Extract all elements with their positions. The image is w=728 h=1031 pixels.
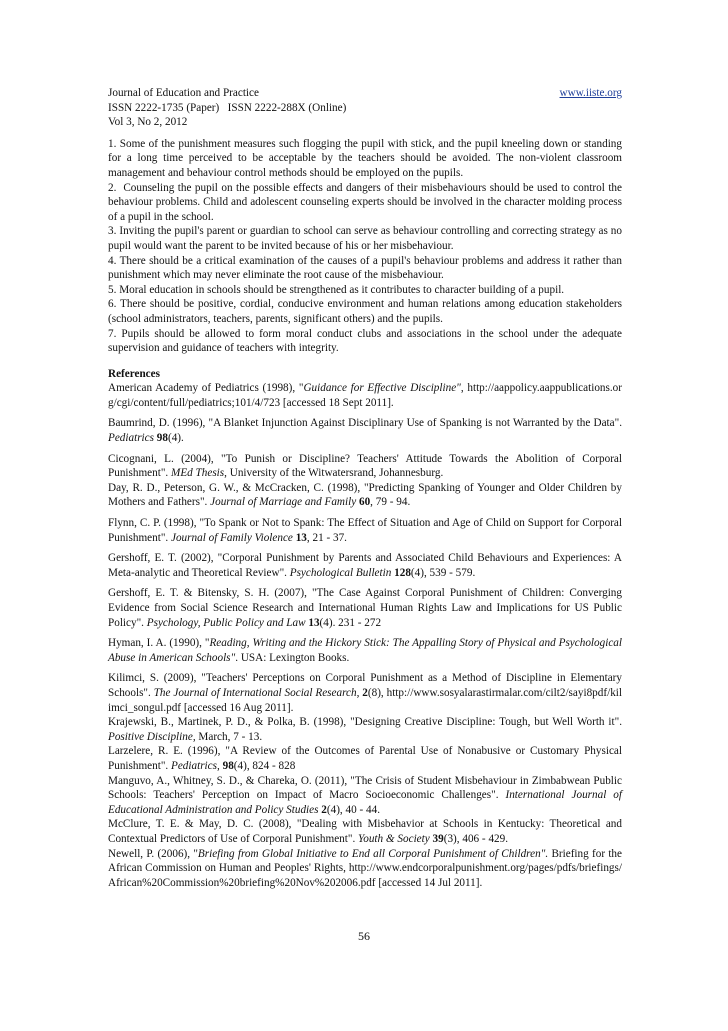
journal-header bbox=[108, 86, 622, 130]
page-number: 56 bbox=[358, 929, 370, 943]
recommendation-item: 5. Moral education in schools should be strengthened as it contributes to character building of a pupil. bbox=[108, 283, 565, 296]
reference-entry: Gershoff, E. T. (2002), "Corporal Punishment by Parents and Associated Child Behaviours and Experiences: A Meta-analytic and Theoretical Review". Psychological Bulletin 128(4), 539 - 579. bbox=[108, 552, 622, 579]
references-heading: References bbox=[108, 367, 160, 380]
journal-issn: ISSN 2222-1735 (Paper) ISSN 2222-288X (Online) bbox=[108, 101, 347, 114]
recommendation-item: 2. Counseling the pupil on the possible effects and dangers of their misbehaviours should be used to control the behaviour problems. Child and adolescent counseling experts should be involved in the character molding process of a pupil in the school. bbox=[108, 181, 625, 223]
references-list bbox=[108, 381, 622, 890]
recommendation-item: 7. Pupils should be allowed to form moral conduct clubs and associations in the school under the adequate supervision and guidance of teachers with integrity. bbox=[108, 327, 622, 355]
recommendation-item: 6. There should be positive, cordial, conducive environment and human relations among education stakeholders (school administrators, teachers, parents, significant others) and the pupils. bbox=[108, 298, 622, 325]
reference-entry: McClure, T. E. & May, D. C. (2008), "Dealing with Misbehavior at Schools in Kentucky: Theoretical and Contextual Predictors of Use of Corporal Punishment". Youth & Society 39(3), 406 - 429. bbox=[108, 818, 622, 845]
reference-entry: Kilimci, S. (2009), "Teachers' Perceptions on Corporal Punishment as a Method of Discipline in Elementary Schools". The Journal of International Social Research, 2(8), http://www.sosyalarastirmalar.com/cilt2/sayi8pdf/kilimci_songul.pdf [accessed 16 Aug 2011]. bbox=[108, 672, 623, 714]
journal-website-link[interactable]: www.iiste.org bbox=[559, 87, 622, 99]
recommendations-list bbox=[108, 137, 625, 356]
reference-entry: Krajewski, B., Martinek, P. D., & Polka, B. (1998), "Designing Creative Discipline: Tough, but Well Worth it". Positive Discipline, March, 7 - 13. bbox=[108, 716, 622, 743]
reference-entry: Larzelere, R. E. (1996), "A Review of the Outcomes of Parental Use of Nonabusive or Customary Physical Punishment". Pediatrics, 98(4), 824 - 828 bbox=[108, 745, 622, 772]
reference-entry: Hyman, I. A. (1990), "Reading, Writing and the Hickory Stick: The Appalling Story of Physical and Psychological Abuse in American Schools". USA: Lexington Books. bbox=[108, 637, 622, 664]
reference-entry: Manguvo, A., Whitney, S. D., & Chareka, O. (2011), "The Crisis of Student Misbehaviour in Zimbabwean Public Schools: Teachers' Perception on Impact of Macro Socioeconomic Challenges". International Journal of Educational Administration and Policy Studies 2(4), 40 - 44. bbox=[108, 774, 623, 816]
journal-title: Journal of Education and Practice bbox=[108, 87, 259, 99]
recommendation-item: 3. Inviting the pupil's parent or guardian to school can serve as behaviour controlling and correcting strategy as no pupil would want the parent to be invited because of his or her misbehaviour. bbox=[108, 225, 622, 252]
recommendation-item: 1. Some of the punishment measures such flogging the pupil with stick, and the pupil kneeling down or standing for a long time perceived to be acceptable by the teachers should be avoided. The non-violent classroom management and behaviour control methods should be employed on the pupils. bbox=[108, 137, 622, 179]
reference-entry: Gershoff, E. T. & Bitensky, S. H. (2007), "The Case Against Corporal Punishment of Children: Converging Evidence from Social Science Research and International Human Rights Law and Implications for US Public Policy". Psychology, Public Policy and Law 13(4). 231 - 272 bbox=[108, 587, 622, 629]
recommendation-item: 4. There should be a critical examination of the causes of a pupil's behaviour problems and address it rather than punishment which may never eliminate the root cause of the misbehaviour. bbox=[108, 254, 622, 282]
reference-entry: Day, R. D., Peterson, G. W., & McCracken, C. (1998), "Predicting Spanking of Younger and Older Children by Mothers and Fathers". Journal of Marriage and Family 60, 79 - 94. bbox=[108, 481, 622, 509]
page-content bbox=[108, 86, 625, 890]
reference-entry: Newell, P. (2006), "Briefing from Global Initiative to End all Corporal Punishment of Children". Briefing for the African Commission on Human and Peoples' Rights, http://www.endcorporalpunishment.org/pages/pdfs/briefings/African%20Commission%20briefing%20Nov%202006.pdf [accessed 14 Jul 2011]. bbox=[108, 847, 622, 889]
reference-entry: American Academy of Pediatrics (1998), "Guidance for Effective Discipline", http://aappolicy.aappublications.org/cgi/content/full/pediatrics;101/4/723 [accessed 18 Sept 2011]. bbox=[108, 382, 622, 409]
reference-entry: Baumrind, D. (1996), "A Blanket Injunction Against Disciplinary Use of Spanking is not Warranted by the Data". Pediatrics 98(4). bbox=[108, 417, 622, 445]
journal-volume: Vol 3, No 2, 2012 bbox=[108, 116, 188, 129]
reference-entry: Flynn, C. P. (1998), "To Spank or Not to Spank: The Effect of Situation and Age of Child on Support for Corporal Punishment". Journal of Family Violence 13, 21 - 37. bbox=[108, 517, 622, 544]
reference-entry: Cicognani, L. (2004), "To Punish or Discipline? Teachers' Attitude Towards the Abolition of Corporal Punishment". MEd Thesis, University of the Witwatersrand, Johannesburg. bbox=[108, 452, 622, 480]
